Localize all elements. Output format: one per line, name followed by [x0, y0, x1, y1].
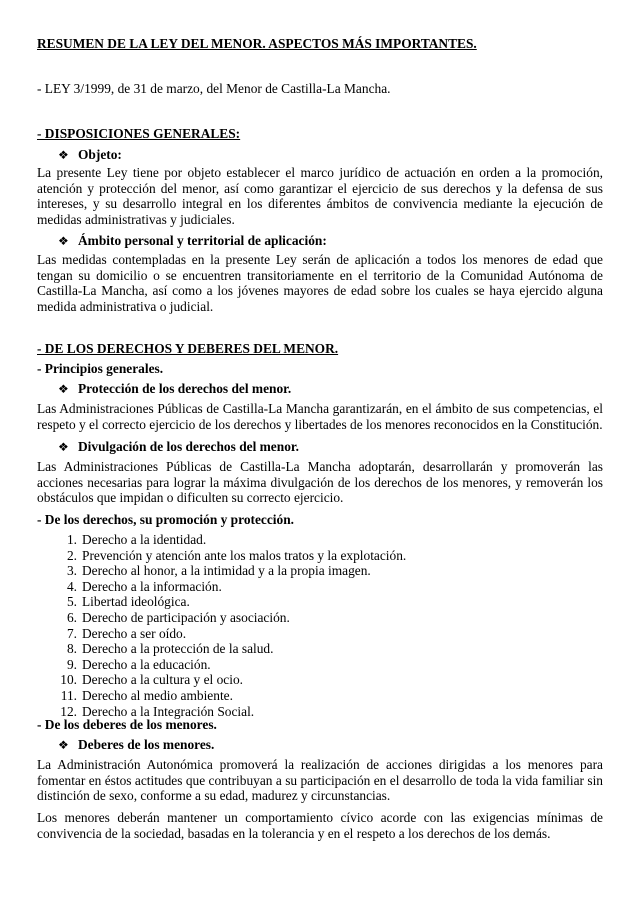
bullet-ambito: ❖ Ámbito personal y territorial de aplicación:: [58, 233, 327, 248]
list-item: 8. Derecho a la protección de la salud.: [66, 641, 274, 657]
bullet-deberes: ❖ Deberes de los menores.: [58, 737, 215, 752]
bullet-divulgacion: ❖ Divulgación de los derechos del menor.: [58, 439, 299, 454]
list-item: 6. Derecho de participación y asociación.: [66, 609, 290, 625]
law-reference: - LEY 3/1999, de 31 de marzo, del Menor de Castilla-La Mancha.: [37, 81, 391, 96]
diamond-bullet-icon: ❖: [58, 440, 69, 454]
paragraph-proteccion: Las Administraciones Públicas de Castilla-La Mancha garantizarán, en el ámbito de sus competencias, el respeto y el correcto ejercicio de los derechos y libertades de los menores reconocidos en la Constitución.: [37, 401, 603, 432]
section-heading-general: - DISPOSICIONES GENERALES:: [37, 126, 241, 141]
section-heading-rights: - DE LOS DERECHOS Y DEBERES DEL MENOR.: [37, 341, 339, 356]
bullet-objeto: ❖ Objeto:: [58, 147, 122, 162]
diamond-bullet-icon: ❖: [58, 234, 69, 248]
subheading-rights-list: - De los derechos, su promoción y protección.: [37, 512, 295, 527]
list-item: 5. Libertad ideológica.: [66, 594, 190, 610]
diamond-bullet-icon: ❖: [58, 738, 69, 752]
bullet-proteccion: ❖ Protección de los derechos del menor.: [58, 381, 292, 396]
list-item: 1. Derecho a la identidad.: [66, 532, 207, 547]
paragraph-deberes: La Administración Autonómica promoverá la realización de acciones dirigidas a los menores para fomentar en éstos actitudes que contribuyan a su participación en el desarrollo de toda la vida familiar sin distinción de sexo, conforme a su edad, madurez y circunstancias.: [37, 757, 603, 804]
list-item: 4. Derecho a la información.: [66, 578, 222, 594]
list-item: 7. Derecho a ser oído.: [66, 625, 187, 641]
list-item: 9. Derecho a la educación.: [66, 656, 211, 672]
list-item: 11. Derecho al medio ambiente.: [60, 687, 233, 703]
paragraph-objeto: La presente Ley tiene por objeto establecer el marco jurídico de actuación en orden a la promoción, atención y protección del menor, así como garantizar el ejercicio de sus derechos y la defensa de sus intereses, y su desarrollo integral en los diferentes ámbitos de convivencia mediante la ejecución de medidas administrativas y judiciales.: [37, 165, 603, 227]
subheading-duties: - De los deberes de los menores.: [37, 717, 217, 732]
list-item: 10. Derecho a la cultura y el ocio.: [60, 672, 243, 688]
list-item: 12. Derecho a la Integración Social.: [60, 703, 255, 719]
diamond-bullet-icon: ❖: [58, 148, 69, 162]
paragraph-comportamiento: Los menores deberán mantener un comportamiento cívico acorde con las exigencias mínimas de convivencia de la sociedad, basadas en la tolerancia y en el respeto a los derechos de los demás.: [37, 810, 603, 841]
list-item: 3. Derecho al honor, a la intimidad y a la propia imagen.: [66, 563, 371, 579]
paragraph-divulgacion: Las Administraciones Públicas de Castilla-La Mancha adoptarán, desarrollarán y promoverán las acciones necesarias para lograr la máxima divulgación de los derechos de los menores, y removerán los obstáculos que impidan o dificulten su correcto ejercicio.: [37, 459, 603, 506]
subheading-principles: - Principios generales.: [37, 361, 164, 376]
list-item: 2. Prevención y atención ante los malos tratos y la explotación.: [66, 547, 407, 563]
rights-list: [45, 532, 585, 719]
document-title: RESUMEN DE LA LEY DEL MENOR. ASPECTOS MÁS IMPORTANTES.: [37, 36, 477, 51]
diamond-bullet-icon: ❖: [58, 382, 69, 396]
paragraph-ambito: Las medidas contempladas en la presente Ley serán de aplicación a todos los menores de edad que tengan su domicilio o se encuentren transitoriamente en el territorio de la Comunidad Autónoma de Castilla-La Mancha, así como a los jóvenes mayores de edad sobre los cuales se haya ejercido alguna medida administrativa o judicial.: [37, 252, 603, 314]
